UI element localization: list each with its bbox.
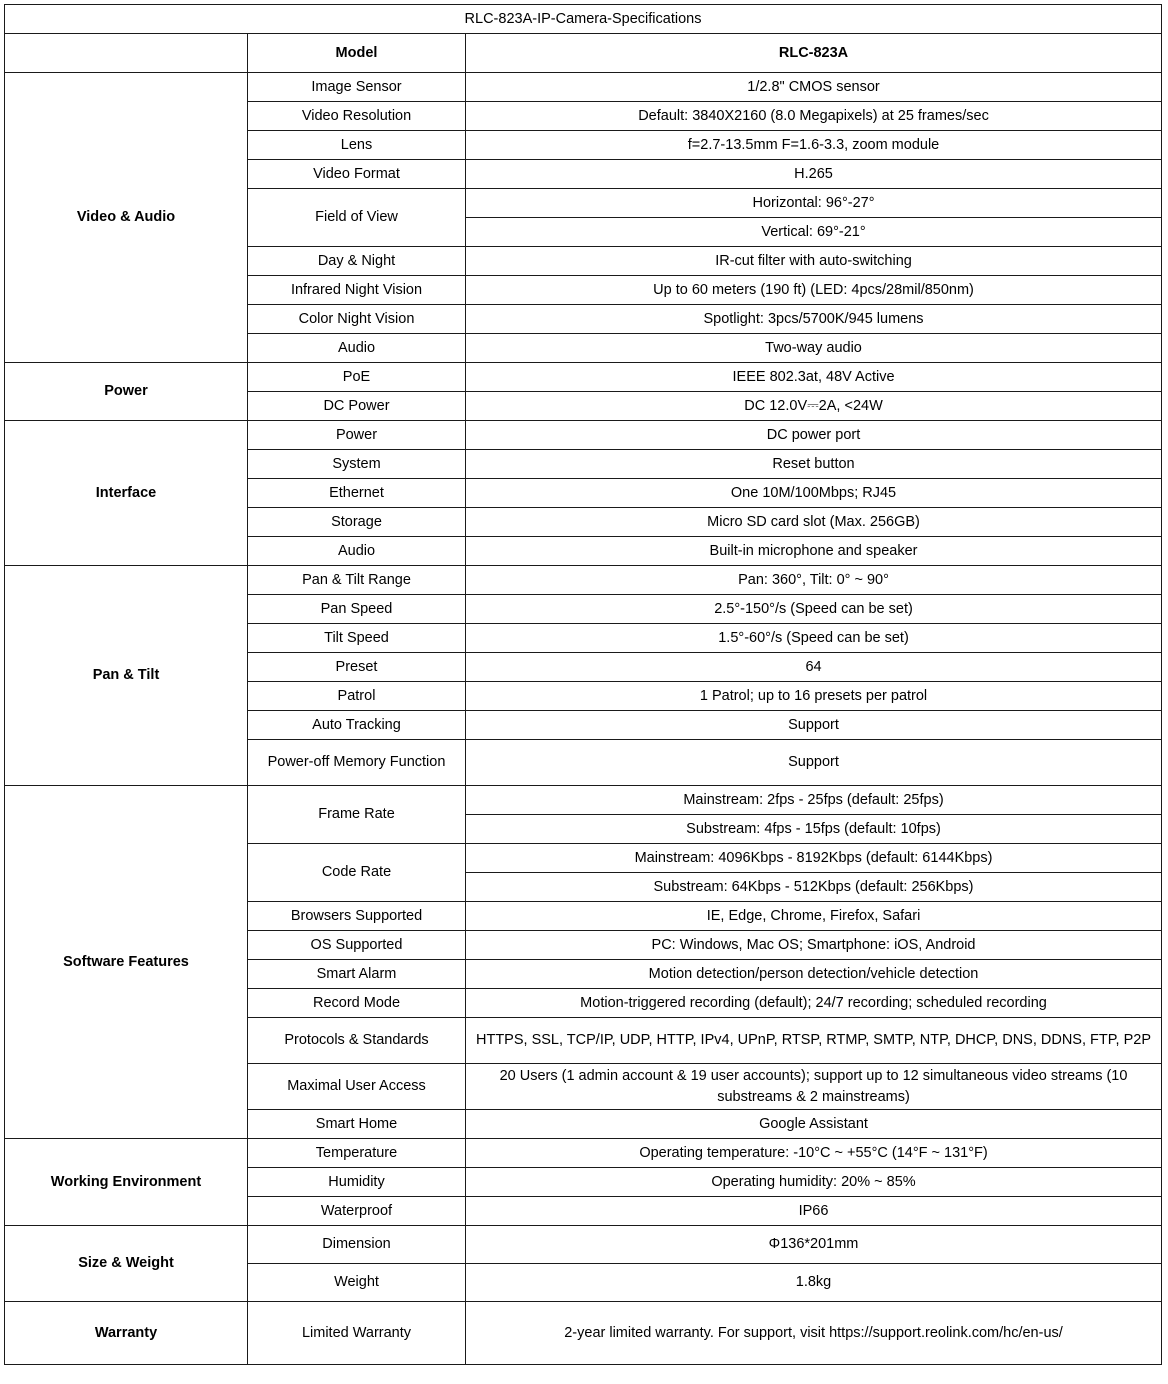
spec-label: Limited Warranty xyxy=(248,1302,466,1365)
header-blank-cell xyxy=(5,34,248,73)
spec-value: Micro SD card slot (Max. 256GB) xyxy=(466,508,1162,537)
spec-value: Substream: 4fps - 15fps (default: 10fps) xyxy=(466,815,1162,844)
spec-label: Temperature xyxy=(248,1139,466,1168)
spec-label: Protocols & Standards xyxy=(248,1018,466,1064)
spec-value: 64 xyxy=(466,653,1162,682)
spec-value: Built-in microphone and speaker xyxy=(466,537,1162,566)
spec-value: HTTPS, SSL, TCP/IP, UDP, HTTP, IPv4, UPnP, RTSP, RTMP, SMTP, NTP, DHCP, DNS, DDNS, FTP, P2P xyxy=(466,1018,1162,1064)
spec-value: Mainstream: 4096Kbps - 8192Kbps (default: 6144Kbps) xyxy=(466,844,1162,873)
spec-label: Waterproof xyxy=(248,1197,466,1226)
model-label: Model xyxy=(248,34,466,73)
table-row xyxy=(5,421,1162,450)
spec-value: Up to 60 meters (190 ft) (LED: 4pcs/28mil/850nm) xyxy=(466,276,1162,305)
spec-value: Support xyxy=(466,711,1162,740)
spec-value: IR-cut filter with auto-switching xyxy=(466,247,1162,276)
spec-label: Pan Speed xyxy=(248,595,466,624)
category-cell: Warranty xyxy=(5,1302,248,1365)
spec-label: System xyxy=(248,450,466,479)
spec-value: Spotlight: 3pcs/5700K/945 lumens xyxy=(466,305,1162,334)
spec-value: Operating temperature: -10°C ~ +55°C (14°F ~ 131°F) xyxy=(466,1139,1162,1168)
spec-label: DC Power xyxy=(248,392,466,421)
spec-label: Patrol xyxy=(248,682,466,711)
spec-label: Browsers Supported xyxy=(248,902,466,931)
model-value: RLC-823A xyxy=(466,34,1162,73)
spec-value: H.265 xyxy=(466,160,1162,189)
category-cell: Software Features xyxy=(5,786,248,1139)
table-row xyxy=(5,73,1162,102)
table-row xyxy=(5,1226,1162,1264)
spec-value: Horizontal: 96°-27° xyxy=(466,189,1162,218)
spec-label: OS Supported xyxy=(248,931,466,960)
spec-label: Day & Night xyxy=(248,247,466,276)
spec-value: 1/2.8" CMOS sensor xyxy=(466,73,1162,102)
spec-value: One 10M/100Mbps; RJ45 xyxy=(466,479,1162,508)
spec-label: Power-off Memory Function xyxy=(248,740,466,786)
spec-value: PC: Windows, Mac OS; Smartphone: iOS, Android xyxy=(466,931,1162,960)
spec-value: Φ136*201mm xyxy=(466,1226,1162,1264)
spec-label: Audio xyxy=(248,537,466,566)
spec-value: 2.5°-150°/s (Speed can be set) xyxy=(466,595,1162,624)
spec-value: Two-way audio xyxy=(466,334,1162,363)
spec-value: IP66 xyxy=(466,1197,1162,1226)
table-row xyxy=(5,1139,1162,1168)
spec-label: Frame Rate xyxy=(248,786,466,844)
spec-value: Motion-triggered recording (default); 24/7 recording; scheduled recording xyxy=(466,989,1162,1018)
spec-label: Preset xyxy=(248,653,466,682)
spec-label: Smart Home xyxy=(248,1110,466,1139)
spec-label: Infrared Night Vision xyxy=(248,276,466,305)
spec-value: Google Assistant xyxy=(466,1110,1162,1139)
spec-value: Mainstream: 2fps - 25fps (default: 25fps) xyxy=(466,786,1162,815)
spec-label: Field of View xyxy=(248,189,466,247)
table-title: RLC-823A-IP-Camera-Specifications xyxy=(5,5,1162,34)
spec-label: Record Mode xyxy=(248,989,466,1018)
spec-value: 1.5°-60°/s (Speed can be set) xyxy=(466,624,1162,653)
spec-label: Dimension xyxy=(248,1226,466,1264)
spec-label: Image Sensor xyxy=(248,73,466,102)
spec-label: Weight xyxy=(248,1264,466,1302)
spec-label: Auto Tracking xyxy=(248,711,466,740)
table-row xyxy=(5,1302,1162,1365)
table-row xyxy=(5,363,1162,392)
spec-label: Smart Alarm xyxy=(248,960,466,989)
spec-label: Pan & Tilt Range xyxy=(248,566,466,595)
spec-label: Tilt Speed xyxy=(248,624,466,653)
spec-label: Power xyxy=(248,421,466,450)
spec-value: IE, Edge, Chrome, Firefox, Safari xyxy=(466,902,1162,931)
spec-value: f=2.7-13.5mm F=1.6-3.3, zoom module xyxy=(466,131,1162,160)
header-row xyxy=(5,34,1162,73)
spec-value: Reset button xyxy=(466,450,1162,479)
spec-value: DC power port xyxy=(466,421,1162,450)
spec-value: Support xyxy=(466,740,1162,786)
spec-label: PoE xyxy=(248,363,466,392)
spec-value: 20 Users (1 admin account & 19 user accounts); support up to 12 simultaneous video streams (10 substreams & 2 mainstreams) xyxy=(466,1064,1162,1110)
spec-label: Ethernet xyxy=(248,479,466,508)
spec-value: Vertical: 69°-21° xyxy=(466,218,1162,247)
spec-table xyxy=(4,4,1162,1365)
spec-value: 1.8kg xyxy=(466,1264,1162,1302)
spec-label: Storage xyxy=(248,508,466,537)
table-row xyxy=(5,786,1162,815)
spec-label: Color Night Vision xyxy=(248,305,466,334)
table-row xyxy=(5,566,1162,595)
spec-label: Lens xyxy=(248,131,466,160)
spec-value: 2-year limited warranty. For support, visit https://support.reolink.com/hc/en-us/ xyxy=(466,1302,1162,1365)
spec-value: Substream: 64Kbps - 512Kbps (default: 256Kbps) xyxy=(466,873,1162,902)
spec-value: Motion detection/person detection/vehicle detection xyxy=(466,960,1162,989)
spec-value: IEEE 802.3at, 48V Active xyxy=(466,363,1162,392)
spec-value: 1 Patrol; up to 16 presets per patrol xyxy=(466,682,1162,711)
category-cell: Size & Weight xyxy=(5,1226,248,1302)
spec-value: Pan: 360°, Tilt: 0° ~ 90° xyxy=(466,566,1162,595)
spec-label: Humidity xyxy=(248,1168,466,1197)
spec-label: Code Rate xyxy=(248,844,466,902)
spec-label: Video Resolution xyxy=(248,102,466,131)
spec-value: DC 12.0V⎓2A, <24W xyxy=(466,392,1162,421)
spec-label: Audio xyxy=(248,334,466,363)
category-cell: Working Environment xyxy=(5,1139,248,1226)
spec-label: Video Format xyxy=(248,160,466,189)
category-cell: Pan & Tilt xyxy=(5,566,248,786)
spec-value: Default: 3840X2160 (8.0 Megapixels) at 25 frames/sec xyxy=(466,102,1162,131)
title-row xyxy=(5,5,1162,34)
category-cell: Power xyxy=(5,363,248,421)
spec-label: Maximal User Access xyxy=(248,1064,466,1110)
category-cell: Interface xyxy=(5,421,248,566)
spec-value: Operating humidity: 20% ~ 85% xyxy=(466,1168,1162,1197)
category-cell: Video & Audio xyxy=(5,73,248,363)
